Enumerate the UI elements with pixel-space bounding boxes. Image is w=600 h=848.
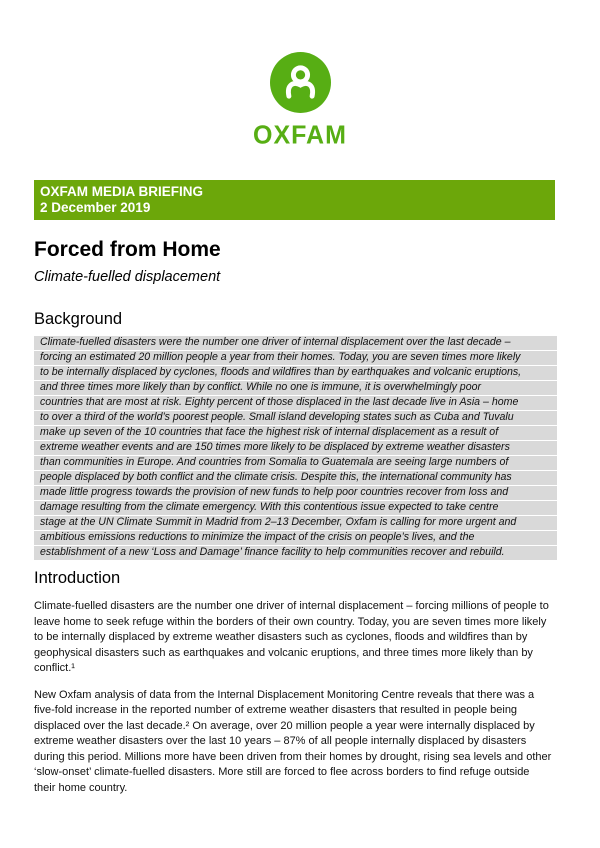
highlight-line: stage at the UN Climate Summit in Madrid from 2–13 December, Oxfam is calling for more urgent and [34,516,557,530]
intro-paragraph-2: New Oxfam analysis of data from the Internal Displacement Monitoring Centre reveals that there was a five-fold increase in the reported number of extreme weather disasters that resulted in people being displaced over the last decade.² On average, over 20 million people a year were internally displaced by extreme weather disasters over the last 10 years – 87% of all people internally displaced by disasters during this period. Millions more have been driven from their homes by drought, rising sea levels and other ‘slow-onset’ climate-fuelled disasters. More still are forced to flee across borders to find refuge outside their home country. [34,688,552,794]
highlight-line: to be internally displaced by cyclones, floods and wildfires than by earthquakes and volcanic eruptions, [34,366,557,380]
highlight-line: Climate-fuelled disasters were the number one driver of internal displacement over the last decade – [34,336,557,350]
banner-date: 2 December 2019 [40,199,151,215]
highlight-line: ambitious emissions reductions to minimize the impact of the crisis on people’s lives, and the [34,531,557,545]
intro-paragraph-1: Climate-fuelled disasters are the number one driver of internal displacement – forcing millions of people to leave home to seek refuge within the borders of their own country. Today, you are seven times more likely to be internally displaced by extreme weather disasters such as cyclones, floods and wildfires than by geophysical disasters such as earthquakes and volcanic eruptions, and three times more likely than by conflict.¹ [34,600,549,674]
highlight-line: than communities in Europe. And countries from Somalia to Guatemala are seeing large numbers of [34,456,557,470]
highlight-line: to over a third of the world’s poorest people. Small island developing states such as Cuba and Tuvalu [34,411,557,425]
section-heading-introduction: Introduction [34,569,121,587]
page-title: Forced from Home [34,238,221,261]
oxfam-wordmark: OXFAM [253,120,347,150]
highlight-line: countries that are most at risk. Eighty percent of those displaced in the last decade live in Asia – home [34,396,557,410]
highlight-line: forcing an estimated 20 million people a year from their homes. Today, you are seven times more likely [34,351,557,365]
page-subtitle: Climate-fuelled displacement [34,269,221,285]
highlight-line: people displaced by both conflict and the climate crisis. Despite this, the international community has [34,471,557,485]
section-heading-background: Background [34,310,123,328]
highlight-line: make up seven of the 10 countries that face the highest risk of internal displacement as a result of [34,426,557,440]
highlight-line: establishment of a new ‘Loss and Damage’ finance facility to help communities recover and rebuild. [34,546,557,560]
highlight-line: made little progress towards the provision of new funds to help poor countries recover from loss and [34,486,557,500]
highlight-line: and three times more likely than by conflict. While no one is immune, it is overwhelmingly poor [34,381,557,395]
media-briefing-banner [34,180,555,220]
oxfam-logo [0,0,600,150]
banner-title: OXFAM MEDIA BRIEFING [40,184,204,199]
background-summary-box [34,336,557,560]
highlight-line: extreme weather events and are 150 times more likely to be displaced by extreme weather disasters [34,441,557,455]
highlight-line: damage resulting from the climate emergency. With this contentious issue expected to take centre [34,501,557,515]
oxfam-logo-icon [270,52,331,113]
